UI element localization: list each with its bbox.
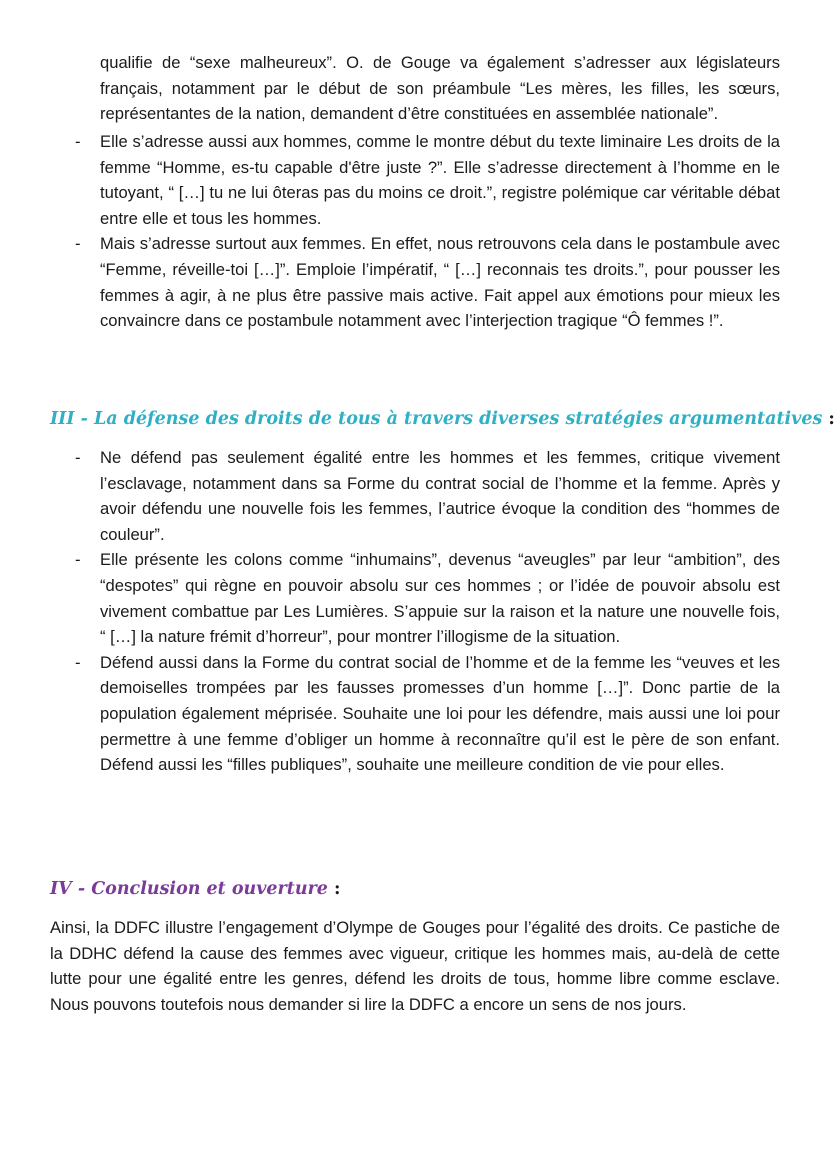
list-item-text: Défend aussi dans la Forme du contrat social de l’homme et de la femme les “veuves et les demoiselles trompées par les fausses promesses d’un homme […]”. Donc partie de la population également méprisée. Souhaite une loi pour les défendre, mais aussi une loi pour permettre à une femme d’obliger un homme à reconnaître qu’il est le père de son enfant. Défend aussi les “filles publiques”, souhaite une meilleure condition de vie pour elles. [100, 652, 780, 775]
list-item-text: Elle s’adresse aussi aux hommes, comme le montre début du texte liminaire Les droits de la femme “Homme, es-tu capable d'être juste ?”. Elle s’adresse directement à l’homme en le tutoyant, “ […] tu ne lui ôteras pas du moins ce droit.”, registre polémique car véritable débat entre elle et tous les hommes. [100, 132, 780, 228]
section-3-heading [50, 406, 835, 432]
section-2-bullet-list [50, 129, 780, 334]
list-item [50, 445, 780, 547]
list-item-text: Mais s’adresse surtout aux femmes. En effet, nous retrouvons cela dans le postambule avec “Femme, réveille-toi […]”. Emploie l’impératif, “ […] reconnais tes droits.”, pour pousser les femmes à agir, à ne plus être passive mais active. Fait appel aux émotions pour mieux les convaincre dans ce postambule notamment avec l’interjection tragique “Ô femmes !”. [100, 234, 780, 331]
list-item [50, 650, 780, 778]
conclusion-paragraph: Ainsi, la DDFC illustre l’engagement d’Olympe de Gouges pour l’égalité des droits. Ce pastiche de la DDHC défend la cause des femmes avec vigueur, critique les hommes mais, au-delà de cette lutte pour une égalité entre les genres, défend les droits de tous, homme libre comme esclave. Nous pouvons toutefois nous demander si lire la DDFC a encore un sens de nos jours. [50, 918, 780, 1014]
intro-continuation-paragraph: qualifie de “sexe malheureux”. O. de Gouge va également s’adresser aux législateurs français, notamment par le début de son préambule “Les mères, les filles, les sœurs, représentantes de la nation, demandent d’être constituées en assemblée nationale”. [100, 53, 780, 124]
bullet-dash: - [75, 234, 81, 254]
list-item [50, 547, 780, 649]
section-4-heading-text: IV - Conclusion et ouverture [50, 879, 328, 899]
bullet-dash: - [75, 550, 81, 570]
bullet-dash: - [75, 132, 81, 151]
section-4-heading-colon: : [327, 879, 341, 899]
section-3-bullet-list [50, 445, 780, 778]
list-item-text: Elle présente les colons comme “inhumains”, devenus “aveugles” par leur “ambition”, des “despotes” qui règne en pouvoir absolu sur ces hommes ; or l’idée de pouvoir absolu est vivement combattue par Les Lumières. S’appuie sur la raison et la nature une nouvelle fois, “ […] la nature frémit d’horreur”, pour montrer l’illogisme de la situation. [100, 550, 780, 647]
bullet-dash: - [75, 448, 81, 467]
section-3-heading-colon: : [822, 409, 835, 429]
section-4-heading [50, 876, 341, 902]
section-3-heading-text: III - La défense des droits de tous à travers diverses stratégies argumentatives [50, 409, 823, 429]
list-item [50, 231, 780, 333]
list-item-text: Ne défend pas seulement égalité entre les hommes et les femmes, critique vivement l’esclavage, notamment dans sa Forme du contrat social de l’homme et la femme. Après y avoir défendu une nouvelle fois les femmes, l’autrice évoque la condition des “hommes de couleur”. [100, 448, 780, 544]
bullet-dash: - [75, 652, 81, 672]
list-item [50, 129, 780, 231]
